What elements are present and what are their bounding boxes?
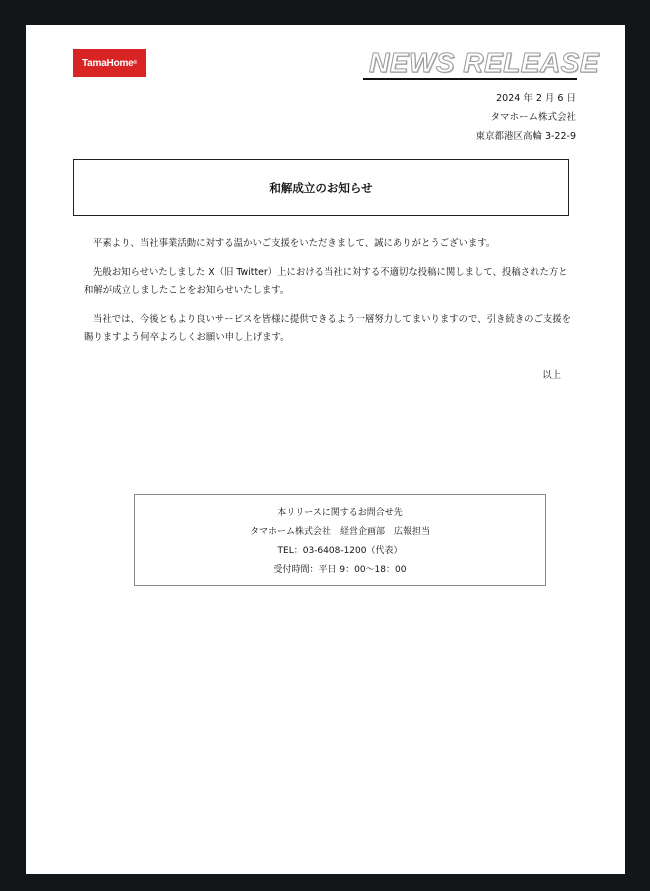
body-paragraph-2: 先般お知らせいたしました X（旧 Twitter）上における当社に対する不適切な投稿に関しまして、投稿された方と和解が成立しましたことをお知らせいたします。 bbox=[84, 267, 568, 296]
title-box bbox=[73, 159, 569, 216]
contact-box bbox=[134, 494, 546, 586]
contact-tel: TEL：03-6408-1200（代表） bbox=[277, 546, 403, 556]
tamahome-logo bbox=[73, 49, 146, 77]
release-meta bbox=[475, 89, 576, 146]
news-release-heading: NEWS RELEASE bbox=[369, 47, 600, 78]
company-name: タマホーム株式会社 bbox=[490, 112, 576, 123]
logo-registered-mark: ® bbox=[133, 60, 138, 66]
company-address: 東京都港区高輪 3-22-9 bbox=[475, 131, 576, 142]
contact-department: タマホーム株式会社 経営企画部 広報担当 bbox=[249, 527, 430, 537]
logo-text: TamaHome bbox=[81, 57, 134, 69]
news-release-rule bbox=[363, 78, 577, 80]
contact-hours: 受付時間：平日 9：00～18：00 bbox=[273, 565, 407, 575]
closing-mark: 以上 bbox=[542, 370, 561, 381]
release-date: 2024 年 2 月 6 日 bbox=[496, 93, 576, 104]
release-title: 和解成立のお知らせ bbox=[269, 180, 373, 195]
document-page bbox=[26, 25, 625, 874]
body-paragraph-1: 平素より、当社事業活動に対する温かいご支援をいただきまして、誠にありがとうございます。 bbox=[93, 238, 496, 249]
body-paragraph-3: 当社では、今後ともより良いサービスを皆様に提供できるよう一層努力してまいりますので、引き続きのご支援を賜りますよう何卒よろしくお願い申し上げます。 bbox=[84, 314, 571, 343]
release-body bbox=[84, 235, 572, 358]
contact-heading: 本リリースに関するお問合せ先 bbox=[277, 508, 403, 518]
